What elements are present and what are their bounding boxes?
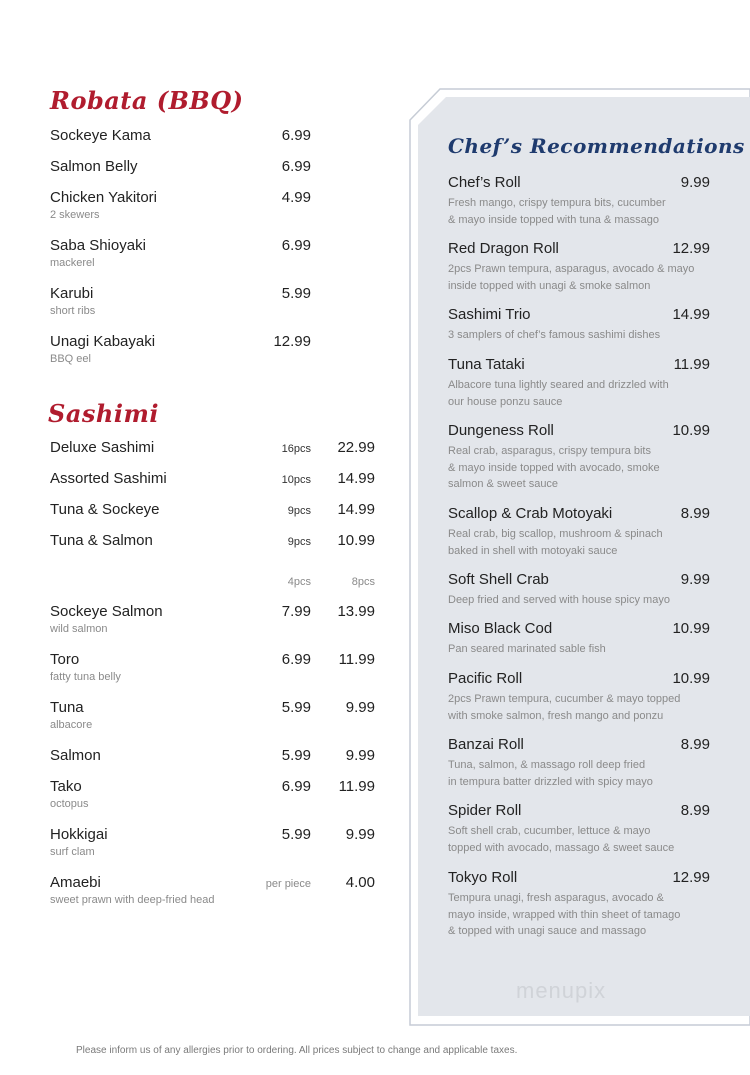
item-subtitle: short ribs bbox=[50, 305, 96, 317]
chef-item bbox=[448, 620, 710, 658]
menu-item bbox=[50, 439, 154, 457]
chef-item bbox=[448, 571, 710, 609]
item-name: Soft Shell Crab bbox=[448, 571, 549, 588]
item-name: Karubi bbox=[50, 285, 94, 302]
item-name: Tokyo Roll bbox=[448, 869, 518, 886]
menu-item bbox=[50, 189, 157, 222]
item-price-8pcs: 9.99 bbox=[345, 826, 375, 843]
item-subtitle: mackerel bbox=[50, 257, 95, 269]
menu-item bbox=[50, 699, 92, 732]
item-price: 10.99 bbox=[337, 532, 375, 549]
item-price: 6.99 bbox=[281, 158, 311, 175]
menu-item bbox=[50, 333, 155, 366]
item-description: 2pcs Prawn tempura, asparagus, avocado & mayo inside topped with unagi & smoke salmon bbox=[448, 263, 695, 292]
item-subtitle: surf clam bbox=[50, 846, 95, 858]
item-name: Hokkigai bbox=[50, 826, 108, 843]
column-header-8pcs: 8pcs bbox=[351, 576, 375, 588]
item-price: 6.99 bbox=[281, 127, 311, 144]
item-subtitle: BBQ eel bbox=[50, 353, 91, 365]
item-name: Banzai Roll bbox=[448, 736, 524, 753]
item-price-4pcs: 5.99 bbox=[281, 826, 311, 843]
item-description: Real crab, big scallop, mushroom & spinach baked in shell with motoyaki sauce bbox=[448, 528, 663, 557]
item-name: Tuna bbox=[50, 699, 84, 716]
menu-item bbox=[50, 778, 89, 811]
item-subtitle: octopus bbox=[50, 798, 89, 810]
item-price: 14.99 bbox=[672, 306, 710, 323]
item-price: 6.99 bbox=[281, 237, 311, 254]
item-subtitle: wild salmon bbox=[50, 623, 108, 635]
item-price-8pcs: 9.99 bbox=[345, 699, 375, 716]
chef-item bbox=[448, 802, 710, 856]
item-name: Tako bbox=[50, 778, 82, 795]
item-subtitle: sweet prawn with deep-fried head bbox=[50, 894, 215, 906]
menu-item bbox=[50, 158, 138, 176]
item-price: 9.99 bbox=[680, 174, 710, 191]
item-name: Tuna Tataki bbox=[448, 356, 525, 373]
item-price: 10.99 bbox=[672, 670, 710, 687]
item-price: 12.99 bbox=[273, 333, 311, 350]
menu-item bbox=[50, 237, 146, 270]
item-price-8pcs: 9.99 bbox=[345, 747, 375, 764]
item-price-4pcs: 6.99 bbox=[281, 778, 311, 795]
item-price: 8.99 bbox=[680, 736, 710, 753]
item-price: 8.99 bbox=[680, 505, 710, 522]
item-description: Pan seared marinated sable fish bbox=[448, 643, 606, 655]
chef-item bbox=[448, 736, 710, 790]
item-description: Deep fried and served with house spicy mayo bbox=[448, 594, 670, 606]
item-name: Dungeness Roll bbox=[448, 422, 554, 439]
item-name: Saba Shioyaki bbox=[50, 237, 146, 254]
item-name: Deluxe Sashimi bbox=[50, 439, 155, 456]
item-description: 2pcs Prawn tempura, cucumber & mayo topped with smoke salmon, fresh mango and ponzu bbox=[448, 693, 681, 722]
item-unit: per piece bbox=[265, 878, 311, 890]
item-pieces: 9pcs bbox=[287, 505, 311, 517]
item-price: 14.99 bbox=[337, 501, 375, 518]
item-description: Soft shell crab, cucumber, lettuce & mayo topped with avocado, massago & sweet sauce bbox=[448, 825, 675, 854]
item-price: 10.99 bbox=[672, 422, 710, 439]
item-price: 5.99 bbox=[281, 285, 311, 302]
chef-item bbox=[448, 670, 710, 724]
item-name: Tuna & Sockeye bbox=[50, 501, 160, 518]
menu-item bbox=[50, 651, 121, 684]
item-price-4pcs: 5.99 bbox=[281, 747, 311, 764]
menu-item bbox=[50, 874, 214, 907]
menu-item bbox=[50, 826, 108, 859]
item-price: 9.99 bbox=[680, 571, 710, 588]
chef-item bbox=[448, 306, 710, 344]
item-pieces: 16pcs bbox=[281, 443, 311, 455]
item-price: 14.99 bbox=[337, 470, 375, 487]
item-description: 3 samplers of chef’s famous sashimi dishes bbox=[448, 329, 661, 341]
footer-note: Please inform us of any allergies prior to ordering. All prices subject to change and applicable taxes. bbox=[76, 1045, 518, 1056]
item-name: Amaebi bbox=[50, 874, 101, 891]
item-subtitle: 2 skewers bbox=[50, 209, 100, 221]
menu-item bbox=[50, 501, 160, 519]
item-price-8pcs: 13.99 bbox=[337, 603, 375, 620]
item-name: Pacific Roll bbox=[448, 670, 523, 687]
menu-item bbox=[50, 532, 153, 550]
item-description: Fresh mango, crispy tempura bits, cucumber & mayo inside topped with tuna & massago bbox=[448, 197, 666, 226]
item-description: Tempura unagi, fresh asparagus, avocado & mayo inside, wrapped with thin sheet of tamago & topped with unagi sauce and massago bbox=[448, 892, 681, 937]
item-price: 12.99 bbox=[672, 869, 710, 886]
item-name: Sockeye Salmon bbox=[50, 603, 163, 620]
robata-title: Robata (BBQ) bbox=[50, 86, 244, 115]
item-pieces: 9pcs bbox=[287, 536, 311, 548]
item-description: Tuna, salmon, & massago roll deep fried in tempura batter drizzled with spicy mayo bbox=[448, 759, 653, 788]
chef-item bbox=[448, 240, 710, 294]
item-name: Scallop & Crab Motoyaki bbox=[448, 505, 613, 522]
item-subtitle: albacore bbox=[50, 719, 93, 731]
item-price: 11.99 bbox=[673, 356, 710, 373]
item-name: Salmon bbox=[50, 747, 101, 764]
item-pieces: 10pcs bbox=[281, 474, 311, 486]
menu-item bbox=[50, 603, 163, 636]
item-price: 22.99 bbox=[337, 439, 375, 456]
chef-item bbox=[448, 356, 710, 410]
item-name: Sashimi Trio bbox=[448, 306, 531, 323]
item-price: 10.99 bbox=[672, 620, 710, 637]
item-price: 12.99 bbox=[672, 240, 710, 257]
item-price-8pcs: 11.99 bbox=[338, 778, 375, 795]
item-price: 8.99 bbox=[680, 802, 710, 819]
item-description: Albacore tuna lightly seared and drizzled with our house ponzu sauce bbox=[448, 379, 669, 408]
item-name: Miso Black Cod bbox=[448, 620, 553, 637]
item-price-4pcs: 7.99 bbox=[281, 603, 311, 620]
watermark: menupix bbox=[516, 978, 607, 1003]
item-name: Sockeye Kama bbox=[50, 127, 151, 144]
item-name: Salmon Belly bbox=[50, 158, 138, 175]
menu-item bbox=[50, 285, 95, 318]
item-price-4pcs: 6.99 bbox=[281, 651, 311, 668]
chef-item bbox=[448, 505, 710, 559]
chef-recommendations-title: Chef’s Recommendations bbox=[448, 134, 745, 158]
item-name: Toro bbox=[50, 651, 80, 668]
menu-item bbox=[50, 470, 167, 488]
item-name: Chef’s Roll bbox=[448, 174, 521, 191]
item-description: Real crab, asparagus, crispy tempura bits & mayo inside topped with avocado, smoke salmon & sweet sauce bbox=[448, 445, 660, 490]
column-header-4pcs: 4pcs bbox=[287, 576, 311, 588]
item-name: Unagi Kabayaki bbox=[50, 333, 156, 350]
item-subtitle: fatty tuna belly bbox=[50, 671, 121, 683]
chef-item bbox=[448, 869, 710, 940]
menu-item bbox=[50, 127, 151, 145]
item-price-4pcs: 5.99 bbox=[281, 699, 311, 716]
item-price: 4.00 bbox=[345, 874, 375, 891]
item-name: Assorted Sashimi bbox=[50, 470, 167, 487]
chef-item bbox=[448, 422, 710, 493]
item-price: 4.99 bbox=[281, 189, 311, 206]
item-price-8pcs: 11.99 bbox=[338, 651, 375, 668]
item-name: Chicken Yakitori bbox=[50, 189, 157, 206]
item-name: Spider Roll bbox=[448, 802, 522, 819]
chef-item bbox=[448, 174, 710, 228]
sashimi-title: Sashimi bbox=[48, 399, 159, 428]
item-name: Red Dragon Roll bbox=[448, 240, 559, 257]
menu-item bbox=[50, 747, 101, 765]
item-name: Tuna & Salmon bbox=[50, 532, 153, 549]
